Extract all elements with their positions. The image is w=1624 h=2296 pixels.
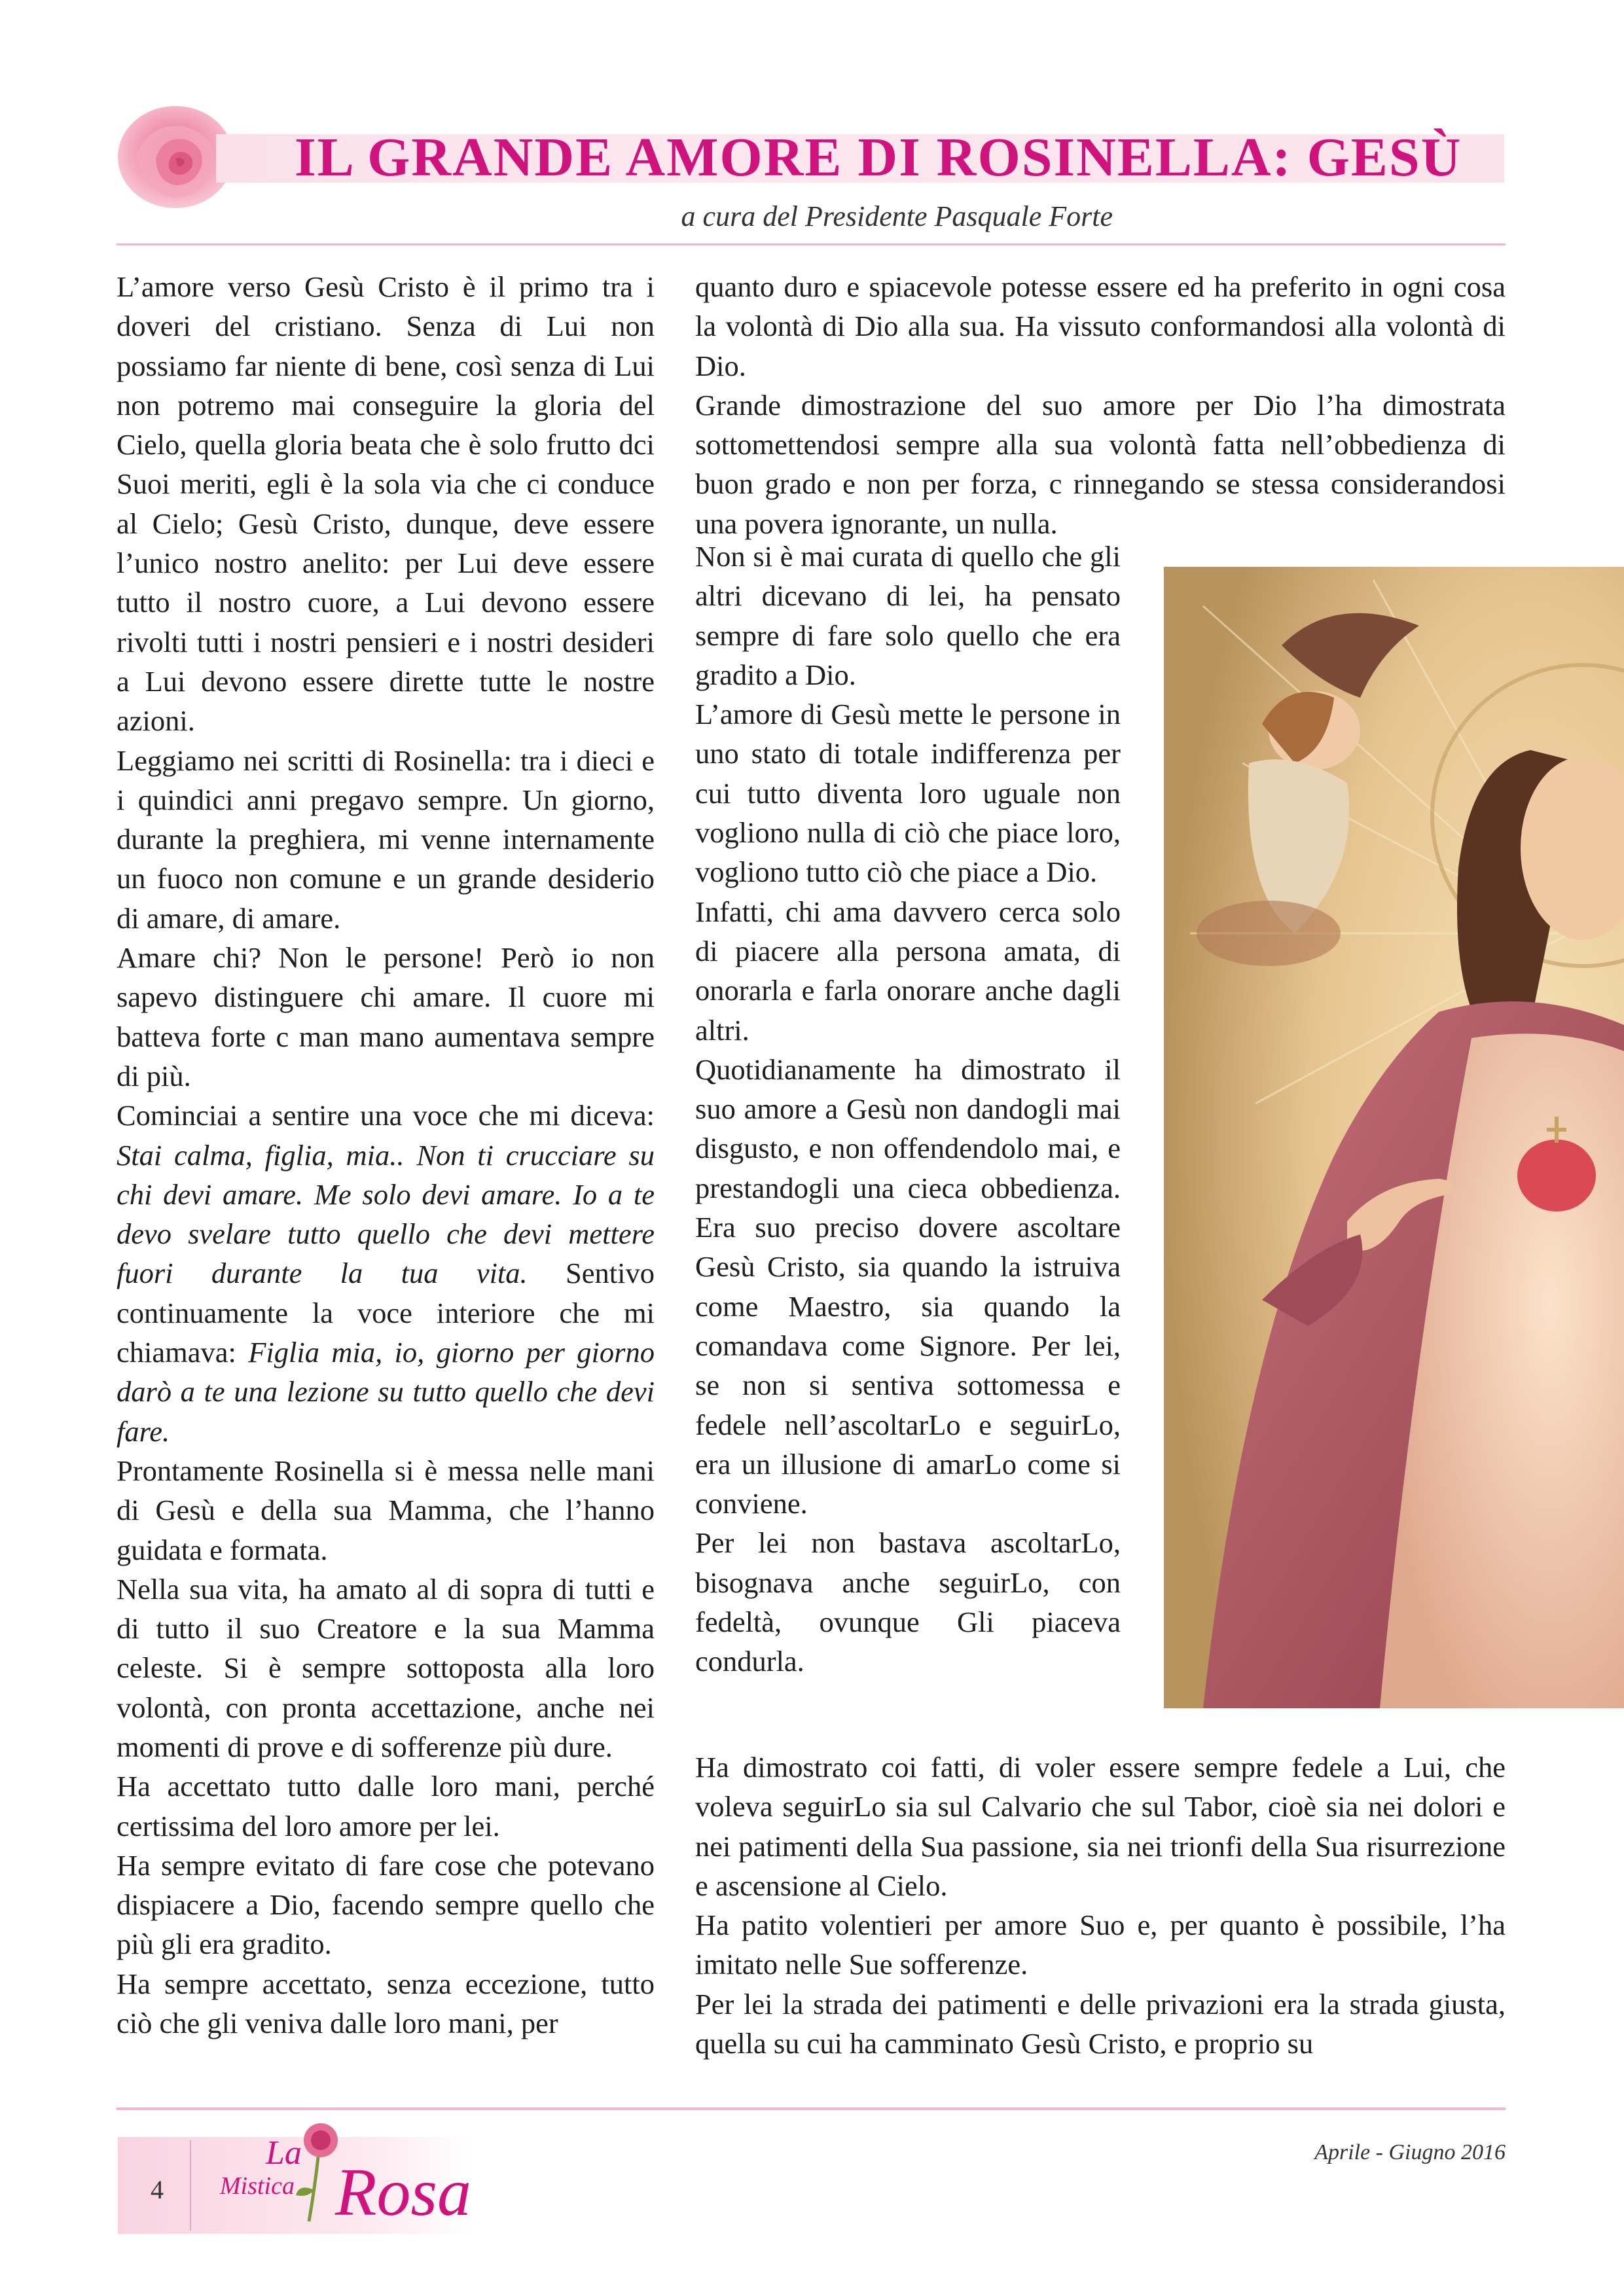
- header-divider: [117, 243, 1506, 245]
- paragraph: Ha sempre evitato di fare cose che potevano dispiacere a Dio, facendo sempre quello che più gli era gradito.: [117, 1848, 655, 1961]
- footer-separator: [190, 2140, 191, 2231]
- sacred-heart-painting: [1164, 567, 1624, 1708]
- paragraph: Leggiamo nei scritti di Rosinella: tra i dieci e i quindici anni pregavo sempre. Un giorno, durante la preghiera, mi venne internamente un fuoco non comune e un grande desiderio di amare, di amare.: [117, 744, 655, 935]
- text-span: Sentivo continuamente la voce interiore che mi chiamava:: [117, 1257, 655, 1369]
- logo-mistica: Mistica: [220, 2172, 295, 2200]
- page-title: IL GRANDE AMORE DI ROSINELLA: GESÙ: [295, 127, 1462, 188]
- paragraph: Per lei la strada dei patimenti e delle privazioni era la strada giusta, quella su cui ha camminato Gesù Cristo, e proprio su: [695, 1987, 1506, 2060]
- paragraph: L’amore verso Gesù Cristo è il primo tra i doveri del cristiano. Senza di Lui non possiamo far niente di bene, così senza di Lui non potremo mai conseguire la gloria del Cielo, quella gloria beata che è solo frutto dci Suoi meriti, egli è la sola via che ci conduce al Cielo; Gesù Cristo, dunque, deve essere l’unico nostro anelito: per Lui deve essere tutto il nostro cuore, a Lui devono essere rivolti tutti i nostri pensieri e i nostri desideri a Lui devono essere dirette tutte le nostre azioni.: [117, 270, 655, 738]
- paragraph: Amare chi? Non le persone! Però io non sapevo distinguere chi amare. Il cuore mi batteva forte c man mano aumentava sempre di più.: [117, 941, 655, 1092]
- paragraph: quanto duro e spiacevole potesse essere ed ha preferito in ogni cosa la volontà di Dio alla sua. Ha vissuto conformandosi alla volontà di Dio.: [695, 270, 1506, 382]
- paragraph: Ha patito volentieri per amore Suo e, per quanto è possibile, l’ha imitato nelle Sue sofferenze.: [695, 1909, 1506, 1981]
- right-column-bottom: [695, 1748, 1506, 2063]
- issue-date: Aprile - Giugno 2016: [1314, 2140, 1506, 2164]
- logo-rosa: Rosa: [335, 2155, 471, 2230]
- paragraph: Grande dimostrazione del suo amore per Dio l’ha dimostrata sottomettendosi sempre alla sua volontà fatta nell’obbedienza di buon grado e non per forza, c rinnegando se stessa considerandosi una povera ignorante, un nulla.: [695, 388, 1506, 540]
- left-column: [117, 267, 655, 2043]
- byline: a cura del Presidente Pasquale Forte: [681, 200, 1113, 232]
- right-column-narrow: [695, 537, 1121, 1681]
- paragraph: Prontamente Rosinella si è messa nelle mani di Gesù e della sua Mamma, che l’hanno guidata e formata.: [117, 1454, 655, 1566]
- paragraph: Ha accettato tutto dalle loro mani, perché certissima del loro amore per lei.: [117, 1770, 655, 1842]
- paragraph: Nella sua vita, ha amato al di sopra di tutti e di tutto il suo Creatore e la sua Mamma celeste. Si è sempre sottoposta alla loro volontà, con pronta accettazione, anche nei momenti di prove e di sofferenze più dure.: [117, 1572, 655, 1763]
- paragraph: L’amore di Gesù mette le persone in uno stato di totale indifferenza per cui tutto diventa loro uguale non vogliono nulla di ciò che piace loro, vogliono tutto ciò che piace a Dio.: [695, 698, 1121, 889]
- text-span: Cominciai a sentire una voce che mi diceva:: [117, 1099, 655, 1132]
- paragraph-voice: [117, 1096, 655, 1451]
- paragraph: Per lei non bastava ascoltarLo, bisognava anche seguirLo, con fedeltà, ovunque Gli piaceva condurla.: [695, 1526, 1121, 1678]
- paragraph: Non si è mai curata di quello che gli altri dicevano di lei, ha pensato sempre di fare solo quello che era gradito a Dio.: [695, 540, 1121, 691]
- paragraph: Infatti, chi ama davvero cerca solo di piacere alla persona amata, di onorarla e farla onorare anche dagli altri.: [695, 895, 1121, 1047]
- paragraph: Ha dimostrato coi fatti, di voler essere sempre fedele a Lui, che voleva seguirLo sia sul Calvario che sul Tabor, cioè sia nei dolori e nei patimenti della Sua passione, sia nei trionfi della Sua risurrezione e ascensione al Cielo.: [695, 1751, 1506, 1902]
- footer-divider: [117, 2108, 1506, 2110]
- page-number: 4: [151, 2175, 164, 2204]
- logo-la: La: [266, 2134, 302, 2172]
- paragraph: Ha sempre accettato, senza eccezione, tutto ciò che gli veniva dalle loro mani, per: [117, 1967, 655, 2040]
- italic-quote: Figlia mia, io, giorno per giorno darò a te una lezione su tutto quello che devi fare.: [117, 1336, 655, 1448]
- italic-quote: Stai calma, figlia, mia.. Non ti crucciare su chi devi amare. Me solo devi amare. Io a te devo svelare tutto quello che devi mettere fuori durante la tua vita.: [117, 1138, 655, 1290]
- paragraph: Quotidianamente ha dimostrato il suo amore a Gesù non dandogli mai disgusto, e non offendendolo mai, e prestandogli una cieca obbedienza. Era suo preciso dovere ascoltare Gesù Cristo, sia quando la istruiva come Maestro, sia quando la comandava come Signore. Per lei, se non si sentiva sottomessa e fedele nell’ascoltarLo e seguirLo, era un illusione di amarLo come si conviene.: [695, 1052, 1121, 1520]
- right-column-top: [695, 267, 1506, 543]
